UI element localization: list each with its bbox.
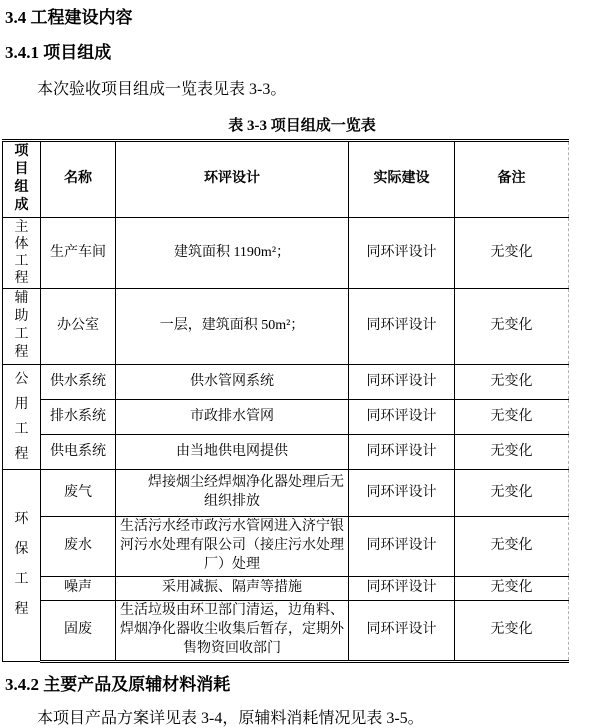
actual-cell: 同环评设计 (349, 600, 455, 661)
remark-cell: 无变化 (455, 600, 569, 661)
table-row (3, 364, 569, 399)
table-row (3, 399, 569, 434)
section-heading-3-4: 3.4 工程建设内容 (5, 8, 133, 27)
group-label-main-works (3, 217, 41, 288)
table-caption: 表 3-3 项目组成一览表 (228, 117, 376, 134)
remark-cell: 无变化 (455, 434, 569, 469)
header-eia-design: 环评设计 (116, 140, 349, 217)
table-row (3, 576, 569, 600)
actual-cell: 同环评设计 (349, 364, 455, 399)
remark-cell: 无变化 (455, 364, 569, 399)
table-row (3, 288, 569, 364)
design-cell: 生活垃圾由环卫部门清运，边角料、焊烟净化器收尘收集后暂存，定期外售物资回收部门 (116, 600, 349, 661)
design-cell: 焊接烟尘经焊烟净化器处理后无组织排放 (116, 469, 349, 516)
table-row (3, 600, 569, 661)
table-header-row (3, 140, 569, 217)
header-name: 名称 (41, 140, 116, 217)
header-actual-construction: 实际建设 (349, 140, 455, 217)
name-cell: 生产车间 (41, 217, 116, 288)
actual-cell: 同环评设计 (349, 434, 455, 469)
name-cell: 噪声 (41, 576, 116, 600)
table-row (3, 217, 569, 288)
design-cell: 市政排水管网 (116, 399, 349, 434)
header-project-composition-label: 项目组成 (14, 144, 29, 214)
design-cell: 供水管网系统 (116, 364, 349, 399)
group-label-public-works (3, 364, 41, 469)
remark-cell: 无变化 (455, 576, 569, 600)
actual-cell: 同环评设计 (349, 516, 455, 576)
name-cell: 排水系统 (41, 399, 116, 434)
actual-cell: 同环评设计 (349, 469, 455, 516)
name-cell: 废气 (41, 469, 116, 516)
actual-cell: 同环评设计 (349, 576, 455, 600)
design-cell: 由当地供电网提供 (116, 434, 349, 469)
name-cell: 废水 (41, 516, 116, 576)
header-remark: 备注 (455, 140, 569, 217)
design-cell: 建筑面积 1190m²； (116, 217, 349, 288)
group-label-auxiliary-works (3, 288, 41, 364)
group-label-public-works-text: 公用工程 (14, 371, 29, 462)
name-cell: 供电系统 (41, 434, 116, 469)
table-row (3, 434, 569, 469)
project-composition-table (2, 139, 569, 663)
remark-cell: 无变化 (455, 288, 569, 364)
group-label-environmental-works-text: 环保工程 (14, 512, 29, 618)
remark-cell: 无变化 (455, 469, 569, 516)
group-label-environmental-works (3, 469, 41, 661)
remark-cell: 无变化 (455, 399, 569, 434)
design-cell: 一层，建筑面积 50m²； (116, 288, 349, 364)
table-row (3, 469, 569, 516)
table-row (3, 516, 569, 576)
actual-cell: 同环评设计 (349, 288, 455, 364)
subsection-heading-3-4-1: 3.4.1 项目组成 (5, 43, 112, 63)
remark-cell: 无变化 (455, 516, 569, 576)
group-label-main-works-text: 主体工程 (14, 219, 29, 286)
products-paragraph: 本项目产品方案详见表 3-4，原辅料消耗情况见表 3-5。 (37, 710, 424, 728)
actual-cell: 同环评设计 (349, 217, 455, 288)
remark-cell: 无变化 (455, 217, 569, 288)
name-cell: 固废 (41, 600, 116, 661)
header-project-composition (3, 140, 41, 217)
actual-cell: 同环评设计 (349, 399, 455, 434)
name-cell: 供水系统 (41, 364, 116, 399)
name-cell: 办公室 (41, 288, 116, 364)
subsection-heading-3-4-2: 3.4.2 主要产品及原辅材料消耗 (5, 674, 231, 694)
group-label-auxiliary-works-text: 辅助工程 (14, 291, 29, 361)
design-cell: 采用减振、隔声等措施 (116, 576, 349, 600)
design-cell: 生活污水经市政污水管网进入济宁银河污水处理有限公司（接庄污水处理厂）处理 (116, 516, 349, 576)
intro-paragraph: 本次验收项目组成一览表见表 3-3。 (37, 80, 287, 98)
